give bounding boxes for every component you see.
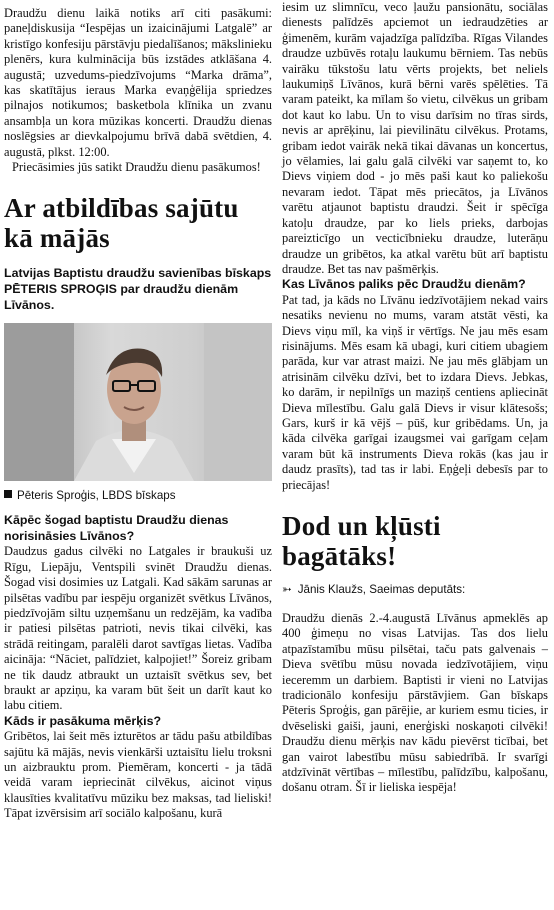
question-3: Kas Līvānos paliks pēc Draudžu dienām? (282, 277, 526, 292)
portrait-illustration (4, 323, 272, 481)
right-column (282, 0, 548, 796)
photo-caption (4, 489, 272, 503)
photo-caption-text: Pēteris Sproģis, LBDS bīskaps (17, 489, 176, 503)
article-2-body: Draudžu dienās 2.-4.augustā Līvānus apmeklēs ap 400 ģimeņu no visas Latvijas. Tas dos lielu atpazīstamību mūsu pilsētai, taču pats galvenais – Dieva svētību mūsu novada iedzīvotājiem, viņu ieceremm un darbiem. Baptisti ir vieni no Latvijas tradicionālo konfesiju pārstāvjiem. Gan bīskaps Pēteris Sproģis, gan pārējie, ar kuriem esmu ticies, ir dvēseliski gaiši, jauni, enerģiski noskaņoti cilvēki! Draudžu dienu mērķis nav kādu pievērst ticībai, bet gan vairot labestību mūsu sabiedrībā. Ir svarīgi atdzīvināt vērtības – mīlestību, palīdzību, kalpošanu, došanu otram. Šī ir lieliska iespēja! (282, 611, 548, 795)
paragraph-continued: iesim uz slimnīcu, veco ļaužu pansionātu, sociālas dienests palīdzēs apciemot un iedraudzēties ar ģimenēm, kurām vajadzīga palīdzība. Rīgas Vilandes draudze uzbūvēs rotaļu laukumu bērniem. Tas nebūs vairāku tūkstošu latu vērts projekts, bet neliels laukumiņš Līvānos, kurā bērni varēs spēlēties. Tā varam pateikt, ka mīlam šo vietu, cilvēkus un gribam dot kaut ko labu. Un to visu darīsim no tīras sirds, nevis ar aprēķinu, lai pievilinātu cilvēkus. Protams, gribam iedot vairāk nekā tikai dāvanas un koncertus, jo vēlamies, lai galu galā cilvēki var saņemt to, ko Dievs viņiem dod - jo mēs paši kaut ko paliekošu nevaram iedot. Tāpat mēs priecātos, ja Līvānos varētu atjaunot baptistu draudzi. Šeit ir spēcīga katoļu draudze, par ko liels prieks, darbojas pareizticīgo un vecticībnieku draudze, luterāņu draudze un gribētos, ka atkal varētu būt arī baptistu draudze. Bet tas nav pašmērķis. (282, 0, 548, 276)
byline-text: Jānis Klaužs, Saeimas deputāts: (297, 583, 466, 596)
article-intro: Latvijas Baptistu draudžu savienības bīskaps PĒTERIS SPROĢIS par draudžu dienām Līvānos. (4, 266, 272, 313)
question-1: Kāpēc šogad baptistu Draudžu dienas norisināsies Līvānos? (4, 513, 229, 543)
left-column (4, 0, 272, 822)
black-square-bullet-icon (4, 490, 12, 498)
answer-3: Pat tad, ja kāds no Līvānu iedzīvotājiem nekad vairs nesatiks nevienu no mums, varam atstāt vēsti, ka Dievs viņu mīl, ka viņš ir vērtīgs. Ne jau mēs esam risinājums. Mēs esam kā ubagi, kuri citiem ubagiem parāda, kur var atrast maizi. Ne jau mēs glābjam un atrisinām cilvēku dzīvi, bet to izdara Dievs. Jebkas, ko darām, ir nepilnīgs un maziņš centiens apliecināt Dieva mīlestību. Galu galā Dievs ir visur klātesošs; Gars, kurš ir kā vējš – pūš, kur gribēdams. Un, ja kāda cilvēka garīgai izaugsmei vai garīgam ceļam varam būt kā instruments Dieva rokās (kas jau ir daudz prasīts), tad tas ir labi. Eņģeļi debesīs par to priecājas! (282, 292, 548, 492)
answer-1: Daudzus gadus cilvēki no Latgales ir braukuši uz Rīgu, Liepāju, Ventspili svinēt Draudžu dienas. Šogad visi dosimies uz Latgali. Kad sākām sarunas ar pilsētas vadību par iespēju organizēt svētkus Līvānos, piedzīvojām siltu uzņemšanu un redzējām, ka vadība ir patiesi pilsētas patrioti, nevis tikai cilvēki, kas strādā reitingam, paralēli darot savtīgas lietas. Vadība aicināja: “Nāciet, palīdziet, kalpojiet!” Šoreiz gribam ne tik daudz atbraukt un uztaisīt svētkus sev, bet braukt ar apziņu, ka varam būt šeit un darīt kaut ko labu citiem. (4, 544, 272, 713)
paragraph-events: Draudžu dienu laikā notiks arī citi pasākumi: paneļdiskusija “Iespējas un izaicinājumi Latgalē” ar kristīgo konfesiju pārstāvju piedalīšanos; mākslinieku plenērs, kura kulminācija būs izstādes atklāšana 4. augustā; uzvedums-piedzīvojums “Marka drāma”, kas skatītājus ieraus Marka evaņģēlija spriedzes pilnajos notikumos; basketbola klīnika un zvanu ansambļa un kora mūzikas koncerti. Draudžu dienas noslēgsies ar dievkalpojumu brīvā dabā svētdien, 4. augustā, plkst. 12:00. (4, 6, 272, 159)
portrait-photo (4, 323, 272, 481)
article-headline: Ar atbildības sajūtu kā mājās (4, 193, 239, 254)
answer-2: Gribētos, lai šeit mēs izturētos ar tādu pašu atbildības sajūtu kā mājās, nevis vienkārši uztaisītu lielu troksni un aizbrauktu prom. Piemēram, koncerti - ja tādā veidā varam iepriecināt cilvēkus, aicinot viņus klausīties kvalitatīvu mūziku bez maksas, tad lieliski! Tāpat izvērsisim arī sociālo kalpošanu, kurā (4, 729, 272, 821)
paragraph-invite: Priecāsimies jūs satikt Draudžu dienu pasākumos! (12, 160, 261, 175)
article-2-headline: Dod un kļūsti bagātāks! (282, 511, 441, 571)
question-2: Kāds ir pasākuma mērķis? (4, 713, 162, 728)
arrow-bullet-icon: ➳ (282, 583, 292, 596)
article-2-byline (282, 583, 548, 597)
